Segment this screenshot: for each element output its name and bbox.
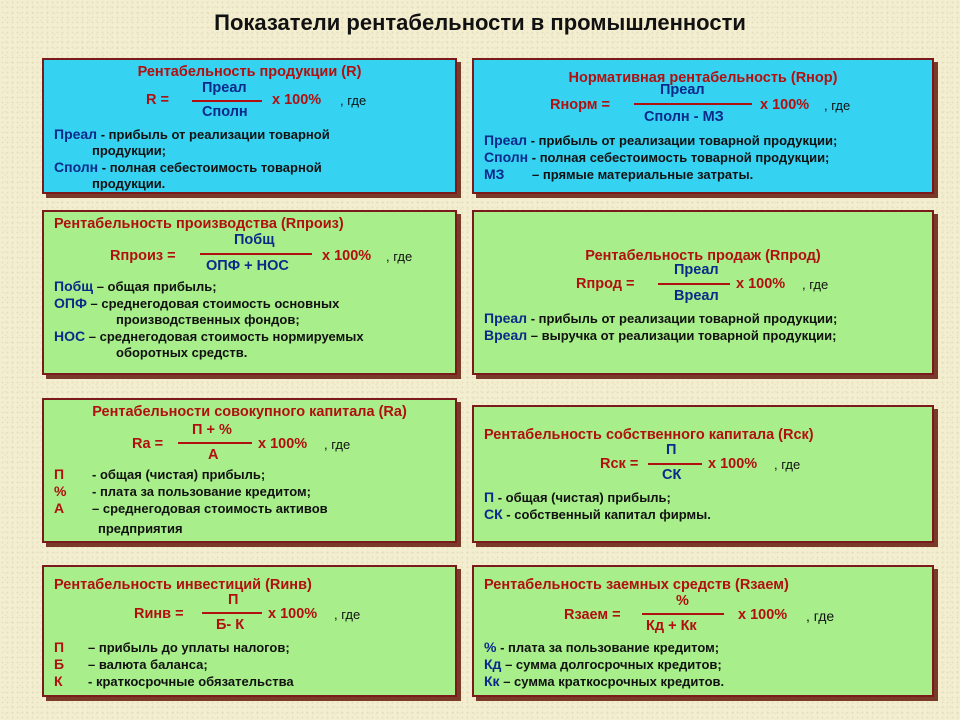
def-text: – среднегодовая стоимость нормируемых xyxy=(88,329,364,344)
fraction-bar xyxy=(202,612,262,614)
def-key: Кк xyxy=(484,673,500,689)
formula-lhs: Rнорм = xyxy=(550,97,610,113)
formula-numerator: Преал xyxy=(202,80,247,96)
formula-where: , где xyxy=(824,98,851,113)
formula-multiplier: x 100% xyxy=(258,436,308,452)
box-header: Рентабельность производства (Rпроиз) xyxy=(54,216,344,232)
formula-where: , где xyxy=(806,608,835,624)
def-text: продукции; xyxy=(92,143,167,158)
def-key: К xyxy=(54,673,63,689)
def-text: - прибыль от реализации товарной продукции; xyxy=(530,311,838,326)
def-key: ОПФ xyxy=(54,295,87,311)
def-key: Кд xyxy=(484,656,502,672)
formula-numerator: П + % xyxy=(192,422,232,438)
formula xyxy=(54,234,445,274)
def-text: – прямые материальные затраты. xyxy=(532,167,754,182)
formula xyxy=(54,592,445,635)
formula-numerator: Побщ xyxy=(234,232,275,248)
def-text: - общая (чистая) прибыль; xyxy=(92,467,266,482)
def-text: – среднегодовая стоимость активов xyxy=(92,501,328,516)
def-text: предприятия xyxy=(98,521,183,536)
def-text: продукции. xyxy=(92,176,166,191)
box-borrowed-funds-profitability xyxy=(472,565,934,697)
formula-lhs: Rпрод = xyxy=(576,276,635,292)
def-text: - собственный капитал фирмы. xyxy=(506,507,711,522)
def-key: А xyxy=(54,500,65,516)
def-text: - полная себестоимость товарной продукции; xyxy=(531,150,830,165)
def-text: - краткосрочные обязательства xyxy=(88,674,294,689)
formula-where: , где xyxy=(340,93,367,108)
formula xyxy=(54,82,445,122)
formula-lhs: Rинв = xyxy=(134,606,184,622)
def-key: Сполн xyxy=(484,149,529,165)
formula-denominator: Сполн - МЗ xyxy=(644,109,724,125)
box-header: Нормативная рентабельность (Rнор) xyxy=(568,70,838,86)
formula-denominator: ОПФ + НОС xyxy=(206,258,289,274)
def-key: СК xyxy=(484,506,503,522)
formula-lhs: Rа = xyxy=(132,436,164,452)
def-text: - полная себестоимость товарной xyxy=(101,160,322,175)
formula-denominator: Б- К xyxy=(216,617,245,633)
formula-denominator: А xyxy=(208,447,219,463)
formula-multiplier: x 100% xyxy=(268,606,318,622)
def-key: Сполн xyxy=(54,159,99,175)
def-text: – сумма краткосрочных кредитов. xyxy=(503,674,725,689)
formula-numerator: % xyxy=(676,593,689,609)
box-product-profitability xyxy=(42,58,457,194)
formula-denominator: Кд + Кк xyxy=(646,618,697,634)
box-production-profitability xyxy=(42,210,457,375)
box-header: Рентабельности совокупного капитала (Rа) xyxy=(92,404,407,420)
formula-denominator: Сполн xyxy=(202,104,248,120)
def-key: МЗ xyxy=(484,166,505,182)
formula-where: , где xyxy=(386,249,413,264)
fraction-bar xyxy=(648,463,702,465)
def-key: Вреал xyxy=(484,327,528,343)
def-key: Б xyxy=(54,656,65,672)
formula-lhs: Rск = xyxy=(600,456,639,472)
def-text: - плата за пользование кредитом; xyxy=(500,640,720,655)
formula-numerator: П xyxy=(666,442,677,458)
formula-multiplier: x 100% xyxy=(736,276,786,292)
formula-denominator: Вреал xyxy=(674,288,719,304)
box-total-capital-profitability xyxy=(42,398,457,543)
formula xyxy=(484,595,922,635)
formula-multiplier: x 100% xyxy=(322,248,372,264)
fraction-bar xyxy=(658,283,730,285)
formula-lhs: R = xyxy=(146,92,169,108)
formula-denominator: СК xyxy=(662,467,682,483)
def-key: НОС xyxy=(54,328,86,344)
def-key: Преал xyxy=(54,126,98,142)
fraction-bar xyxy=(634,103,752,105)
def-text: – общая прибыль; xyxy=(96,279,217,294)
box-header: Рентабельность заемных средств (Rзаем) xyxy=(484,577,789,593)
formula-multiplier: x 100% xyxy=(272,92,322,108)
def-key: Преал xyxy=(484,310,528,326)
formula-lhs: Rпроиз = xyxy=(110,248,176,264)
formula xyxy=(54,422,445,462)
def-key: Преал xyxy=(484,132,528,148)
box-normative-profitability xyxy=(472,58,934,194)
formula xyxy=(484,442,922,485)
formula-where: , где xyxy=(324,437,351,452)
fraction-bar xyxy=(200,253,312,255)
fraction-bar xyxy=(178,442,252,444)
fraction-bar xyxy=(192,100,262,102)
def-text: - общая (чистая) прибыль; xyxy=(497,490,671,505)
formula-where: , где xyxy=(334,607,361,622)
box-equity-profitability xyxy=(472,405,934,543)
def-key: П xyxy=(484,489,495,505)
formula-numerator: Преал xyxy=(674,262,719,278)
formula-multiplier: x 100% xyxy=(738,607,788,623)
def-key: П xyxy=(54,466,65,482)
def-text: – среднегодовая стоимость основных xyxy=(90,296,340,311)
formula xyxy=(484,262,922,306)
def-text: - прибыль от реализации товарной продукции; xyxy=(530,133,838,148)
box-header: Рентабельность инвестиций (Rинв) xyxy=(54,577,312,593)
fraction-bar xyxy=(642,613,724,615)
def-text: - плата за пользование кредитом; xyxy=(92,484,311,499)
formula-multiplier: x 100% xyxy=(708,456,758,472)
def-key: Побщ xyxy=(54,278,94,294)
box-sales-profitability xyxy=(472,210,934,375)
def-key: % xyxy=(484,639,497,655)
box-header: Рентабельность продаж (Rпрод) xyxy=(585,248,821,264)
box-header: Рентабельность собственного капитала (Rск) xyxy=(484,427,814,443)
def-text: производственных фондов; xyxy=(116,312,300,327)
box-header: Рентабельность продукции (R) xyxy=(137,64,362,80)
formula-lhs: Rзаем = xyxy=(564,607,621,623)
def-text: – валюта баланса; xyxy=(88,657,208,672)
formula-numerator: Преал xyxy=(660,82,705,98)
formula-where: , где xyxy=(774,457,801,472)
def-text: – прибыль до уплаты налогов; xyxy=(88,640,290,655)
def-key: % xyxy=(54,483,67,499)
def-text: – сумма долгосрочных кредитов; xyxy=(505,657,722,672)
formula-numerator: П xyxy=(228,592,239,608)
def-text: – выручка от реализации товарной продукции; xyxy=(530,328,837,343)
page-title: Показатели рентабельности в промышленности xyxy=(214,10,746,35)
formula-multiplier: x 100% xyxy=(760,97,810,113)
def-text: оборотных средств. xyxy=(116,345,248,360)
formula xyxy=(484,82,922,128)
def-key: П xyxy=(54,639,65,655)
def-text: - прибыль от реализации товарной xyxy=(100,127,330,142)
box-investment-profitability xyxy=(42,565,457,697)
formula-where: , где xyxy=(802,277,829,292)
